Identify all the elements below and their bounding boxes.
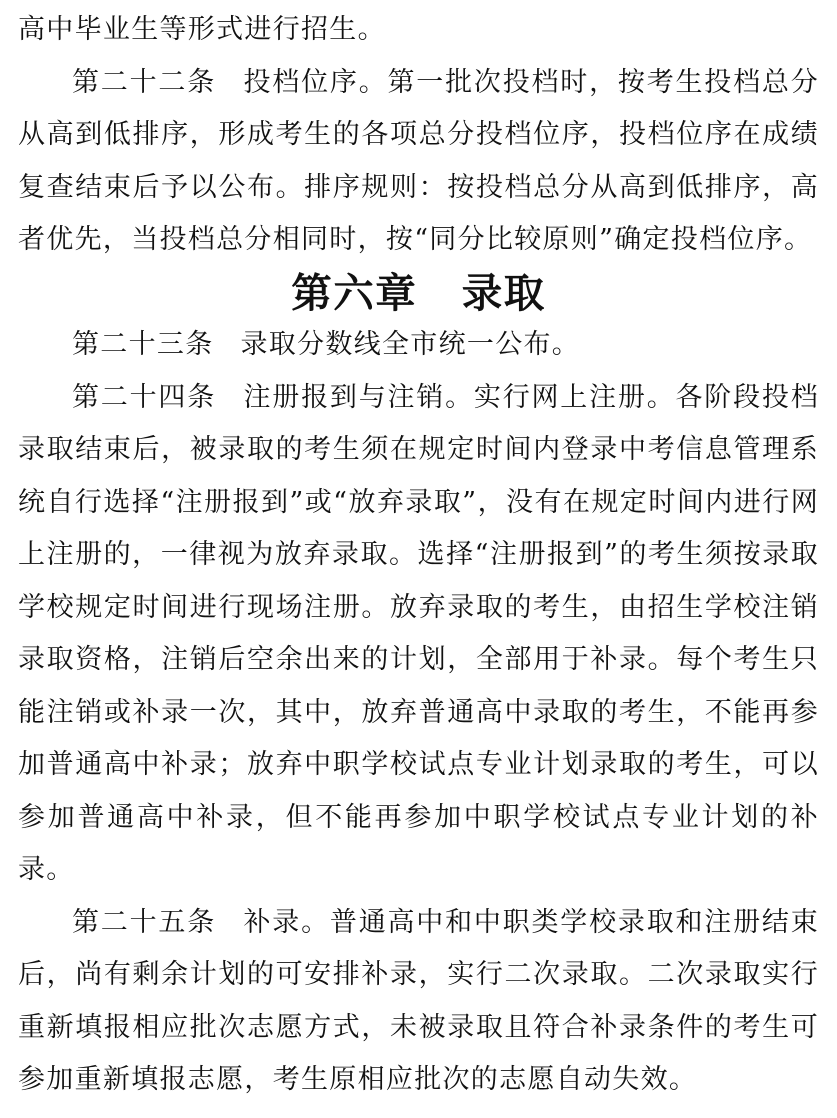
- article-25-number: 第二十五条: [72, 906, 216, 938]
- article-24: [18, 372, 819, 897]
- article-25: [18, 897, 819, 1107]
- continuation-text: 高中毕业生等形式进行招生。: [18, 14, 386, 45]
- article-23-number: 第二十三条: [72, 329, 214, 360]
- article-23: [18, 319, 819, 372]
- chapter-title: 录取: [461, 268, 546, 317]
- article-22-number: 第二十二条: [72, 66, 216, 98]
- chapter-heading: [18, 267, 819, 320]
- article-24-body: 注册报到与注销。实行网上注册。各阶段投档录取结束后，被录取的考生须在规定时间内登录中考信息管理系统自行选择“注册报到”或“放弃录取”，没有在规定时间内进行网上注册的，一律视为放弃录取。选择“注册报到”的考生须按录取学校规定时间进行现场注册。放弃录取的考生，由招生学校注销录取资格，注销后空余出来的计划，全部用于补录。每个考生只能注销或补录一次，其中，放弃普通高中录取的考生，不能再参加普通高中补录；放弃中职学校试点专业计划录取的考生，可以参加普通高中补录，但不能再参加中职学校试点专业计划的补录。: [18, 381, 819, 885]
- article-25-body: 补录。普通高中和中职类学校录取和注册结束后，尚有剩余计划的可安排补录，实行二次录取。二次录取实行重新填报相应批次志愿方式，未被录取且符合补录条件的考生可参加重新填报志愿，考生原相应批次的志愿自动失效。: [18, 906, 819, 1095]
- chapter-number: 第六章: [291, 268, 418, 317]
- article-22-body: 投档位序。第一批次投档时，按考生投档总分从高到低排序，形成考生的各项总分投档位序，投档位序在成绩复查结束后予以公布。排序规则：按投档总分从高到低排序，高者优先，当投档总分相同时，按“同分比较原则”确定投档位序。: [18, 66, 819, 255]
- article-23-body: 录取分数线全市统一公布。: [240, 329, 581, 360]
- article-22: [18, 57, 819, 267]
- continuation-paragraph: [18, 4, 819, 57]
- article-24-number: 第二十四条: [72, 381, 216, 413]
